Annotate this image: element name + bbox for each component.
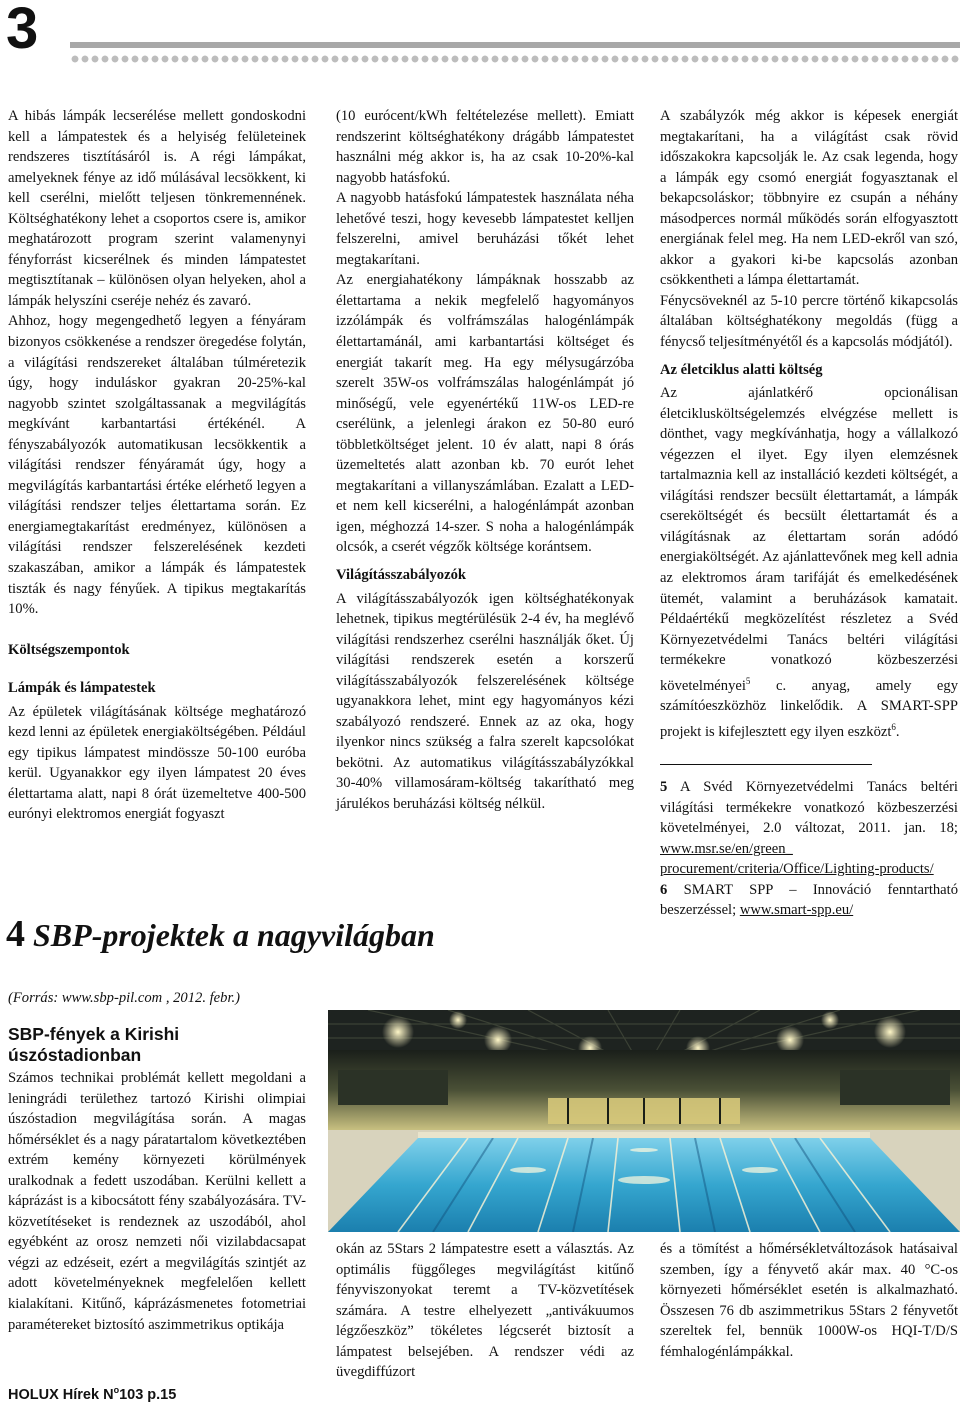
section-heading-cost: Költségszempontok xyxy=(8,641,130,658)
paragraph: Az energiahatékony lámpáknak hosszabb az élettartama a nekik megfelelő hagyományos izzólámpák és volfrámszálas halogénlámpák élettartamánál, ami karbantartási költséget és energiát takarít meg. Ha egy mélysugárzóba szerelt 35W-os volfrámszálas halogénlámpát jó minőségű, vele egyenértékű 11W-os LED-re cserélünk, a jelenlegi árakon ez 50-80 euró többletköltséget jelent. 10 év alatt, napi 8 órás üzemeltetés alatt azonban kb. 70 eurót lehet megtakarítani a villanyszámlában. Ezalatt a LED-et nem kell kicserélni, a halogénlámpát azonban igen, méghozzá 14-szer. S noha a halogénlámpák olcsók, a cserét végzők költsége korántsem. xyxy=(336,272,634,556)
paragraph: Az ajánlatkérő opcionálisan életciklusköltségelemzés elvégzése mellett is dönthet, vagy megkívánhatja, hogy a vállalkozó végezzen el ilyet. Egy ilyen elemzésnek tartalmaznia kell az installáció kezdeti költségét, a világítási rendszer becsült élettartamát, a lámpák csereköltségét és becsült élettartamát és a világításnak az élettartam során adódó energiaköltségét. Az ajánlattevőnek meg kell adnia az elektromos áram tarifáját és emelkedésének ütemét, valamint a beruházások kamatait. Példaértékű megközelítést részletez a Svéd Környezetvédelmi Tanács beltéri világítási termékekre vonatkozó közbeszerzési követelményei$^5$ c. anyag, amely egy számítóeszközhöz linkelődik. A SMART-SPP projekt is kifejlesztett egy ilyen eszközt$^6$. xyxy=(660,385,958,740)
paragraph: (10 eurócent/kWh feltételezése mellett). Emiatt rendszerint költséghatékony drágább lámpatestet használni még akkor is, ha az csak 10-20%-kal nagyobb hatásfokú. xyxy=(336,108,634,186)
footnote-ref-6: 6 xyxy=(891,721,896,732)
footnote-5: 5 A Svéd Környezetvédelmi Tanács beltéri világítási termékekre vonatkozó közbeszerzési követelményei, 2.0 változat, 2011. jan. 18; www.msr.se/en/green_ procurement/criteria/Office/Lighting-products/ xyxy=(660,779,958,878)
paragraph: és a tömítést a hőmérsékletváltozások hatásaival szemben, így a fényvető akár max. 40 °C-os környezeti hőmérséklet esetén is alkalmazható. Összesen 76 db aszimmetrikus 5Stars 2 fényvetőt szereltek fel, bennük 1000W-os HQI-T/D/S fémhalogénlámpákkal. xyxy=(660,1241,958,1360)
paragraph: A világításszabályozók igen költséghatékonyak lehetnek, tipikus megtérülésük 2-4 év, ha meglévő világítási rendszerhez cserélni használják őket. Új világítási rendszerek esetén a korszerű világításszabályozók felszerelésének költsége ugyanakkora lehet, mint egy hagyományos kézi szabályozó rendszeré. Ennek az az oka, hogy ilyenkor nincs szükség a falra szerelt kapcsolókat bekötni. Az automatikus világításszabályzókkal 30-40% villamosáram-költség takarítható meg járulékos beruházási költség nélkül. xyxy=(336,590,634,812)
footnote-6: 6 SMART SPP – Innováció fenntartható beszerzéssel; www.smart-spp.eu/ xyxy=(660,881,958,919)
footnote-link-msr[interactable]: www.msr.se/en/green_ procurement/criteria/Office/Lighting-products/ xyxy=(660,840,934,878)
article-column xyxy=(8,1024,306,1335)
footnote-rule xyxy=(660,764,872,765)
chapter-title: SBP-projektek a nagyvilágban xyxy=(33,917,435,953)
article-title: SBP-fények a Kirishi úszóstadionban xyxy=(8,1024,180,1065)
header-rule xyxy=(70,42,960,48)
paragraph: okán az 5Stars 2 lámpatestre esett a választás. Az optimális függőleges megvilágítást kitűnő fényviszonyokat teremt a TV-közvetítések számára. A testre elhelyezett „antivákuumos légzőeszköz” tökéletes légcserét biztosít a lámpatest belsejében. A rendszer védi az üvegdiffúzort xyxy=(336,1241,634,1381)
chapter-heading xyxy=(6,914,476,955)
column-2-bottom xyxy=(336,1239,634,1383)
chapter-number: 4 xyxy=(6,913,25,955)
paragraph: Fénycsöveknél az 5-10 percre történő kikapcsolás általában költséghatékony megoldás (függ a fénycső teljesítményétől és a kapcsolás módjától). xyxy=(660,292,958,351)
article-body: Számos technikai problémát kellett megoldani a leningrádi területhez tartozó Kirishi olimpiai úszóstadion megvilágítása során. A magas hőmérséklet és a nagy páratartalom következtében extrém kemény környezeti körülmények uralkodnak a fedett uszodában. Kerülni kellett a káprázást is a kibocsátott fény szabályozására. TV-közvetítéseket is rendeznek az uszodából, ahol egyébként az orosz nemzeti női vizilabdacsapat végzi az edzéseit, ezért a megvilágítás szintjét az adott követelményeknek megfelelően kellett kialakítani. Kitűnő, káprázásmenetes fotometriai paramétereket biztosító aszimmetrikus optikája xyxy=(8,1070,306,1333)
column-3 xyxy=(660,106,958,921)
column-2 xyxy=(336,106,634,815)
column-3-bottom xyxy=(660,1239,958,1362)
paragraph: Az épületek világításának költsége meghatározó kezd lenni az épületek energiaköltségében. Például egy tipikus lámpatest mindössze 50-100 euróba kerül. Ugyanakkor egy ilyen lámpatest 20 éves élettartama alatt, napi 8 órát üzemeltetve 400-500 eurónyi elektromos energiát fogyaszt xyxy=(8,703,306,823)
page-footer: HOLUX Hírek $N^o103$ p.15 xyxy=(8,1385,177,1403)
subheading-regulators: Világításszabályozók xyxy=(336,567,466,584)
paragraph: A szabályzók még akkor is képesek energiát megtakarítani, ha a világítást csak rövid időszakokra kapcsolják le. Az csak legenda, hogy a lámpák egy csomó energiát fogyasztanak el bekapcsoláskor; többnyire ez csupán a néhány másodperces normál működés során elfogyasztott energiának felel meg. Ha nem LED-ekről van szó, akkor a gyakori ki-be kapcsolás azonban csökkentheti a lámpa élettartamát. xyxy=(660,108,958,289)
column-1 xyxy=(8,106,306,825)
footnote-ref-5: 5 xyxy=(745,675,751,686)
paragraph: Ahhoz, hogy megengedhető legyen a fényáram bizonyos csökkenése a rendszer öregedése folytán, a világítási rendszereket általában túlméretezik úgy, hogy induláskor gyakran 20-25%-kal nagyobb szintet szolgáltassanak a megvilágítás megkívánt karbantartási értékénél. A fényszabályozók automatikusan lecsökkentik a világítási rendszer fényáramát úgy, hogy a megvilágítás karbantartási értéke elérhető legyen a világítási rendszer teljes élettartama során. Ez energiamegtakarítást eredményez, különösen a világítási rendszer felszerelésének kezdeti szakaszában, amikor a lámpák és lámpatestek tiszták és nagy fényűek. A tipikus megtakarítás 10%. xyxy=(8,313,306,618)
subheading-lamps: Lámpák és lámpatestek xyxy=(8,680,156,697)
footnote-link-smart-spp[interactable]: www.smart-spp.eu/ xyxy=(739,902,854,919)
source-line: (Forrás: www.sbp-pil.com , 2012. febr.) xyxy=(8,990,241,1006)
subheading-lifecycle: Az életciklus alatti költség xyxy=(660,361,823,378)
paragraph: A hibás lámpák lecserélése mellett gondoskodni kell a lámpatestek és a helyiség felületeinek rendszeres tisztításáról is. A régi lámpákat, amelyeknek fénye az idő múlásával lecsökkent, ki kell cserélni, mielőtt teljesen tönkremennének. Költséghatékony lehet a csoportos csere is, amikor meghatározott program szerint valamenynyi fényforrást kicserélnek és minden lámpatestet megtisztítanak – különösen olyan helyeken, ahol a lámpák helyszíni cseréje nehéz és zavaró. xyxy=(8,108,306,309)
header-dotted-rule xyxy=(70,52,960,66)
swimming-pool-photo xyxy=(328,1010,960,1232)
page-number: 3 xyxy=(6,0,39,61)
paragraph: A nagyobb hatásfokú lámpatestek használata néha lehetővé teszi, hogy kevesebb lámpatestet kelljen felszerelni, amivel beruházási tőkét lehet megtakarítani. xyxy=(336,190,634,268)
